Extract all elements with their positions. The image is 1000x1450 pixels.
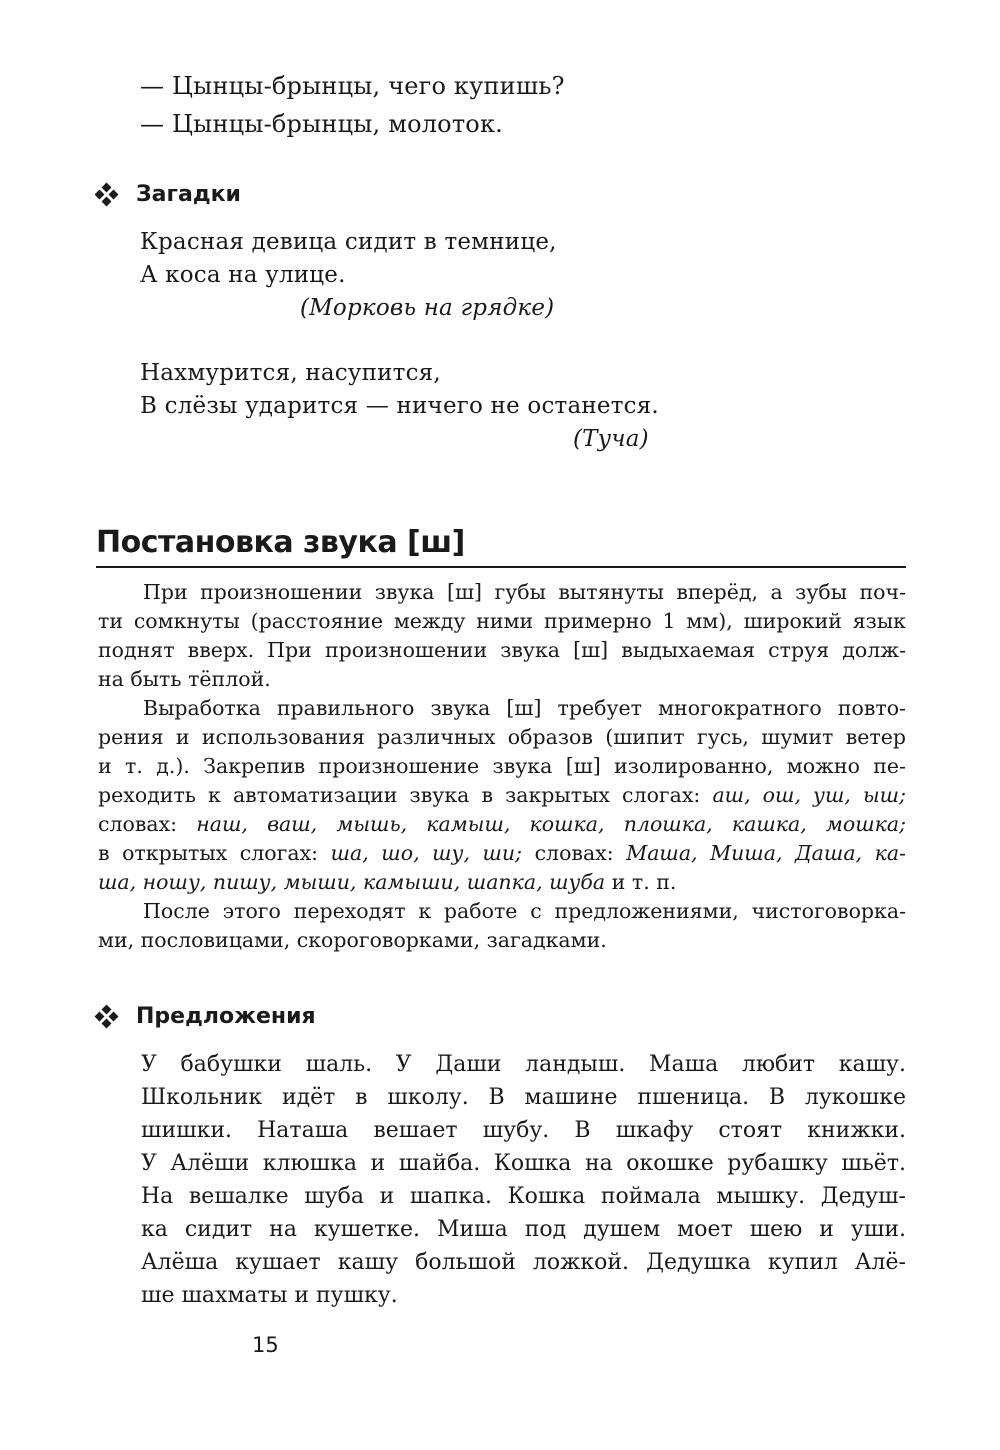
paragraph-line: При произношении звука [ш] губы вытянуты вперёд, а зубы поч-	[143, 580, 906, 604]
paragraph-line: ти сомкнуты (расстояние между ними примерно 1 мм), широкий язык	[98, 609, 906, 633]
sentence-line: ка сидит на кушетке. Миша под душем моет шею и уши.	[141, 1217, 906, 1242]
paragraph-line	[98, 783, 906, 807]
text: реходить к автоматизации звука в закрытых слогах:	[98, 783, 713, 807]
sentence-line: На вешалке шуба и шапка. Кошка поймала мышку. Дедуш-	[141, 1184, 906, 1209]
page-number: 15	[252, 1333, 279, 1357]
riddle-answer: (Морковь на грядке)	[300, 295, 555, 321]
riddles-heading-text: Загадки	[136, 182, 241, 207]
paragraph-line: рения и использования различных образов (шипит гусь, шумит ветер	[98, 725, 906, 749]
example-words: ша, ношу, пишу, мыши, камыши, шапка, шуба	[98, 870, 606, 894]
sentence-line: У бабушки шаль. У Даши ландыш. Маша любит кашу.	[141, 1052, 906, 1077]
paragraph-line	[98, 870, 906, 894]
paragraph-line	[98, 841, 906, 865]
example-words: наш, ваш, мышь, камыш, кошка, плошка, кашка, мошка;	[196, 812, 907, 836]
text: словах:	[522, 841, 627, 865]
dialog-line: — Цынцы-брынцы, молоток.	[140, 110, 503, 138]
example-syllables: ша, шо, шу, ши;	[330, 841, 523, 865]
riddle-line: Нахмурится, насупится,	[140, 360, 441, 386]
example-syllables: аш, ош, уш, ыш;	[712, 783, 906, 807]
sentence-line: ше шахматы и пушку.	[141, 1283, 398, 1308]
paragraph-line: Выработка правильного звука [ш] требует многократного повто-	[143, 696, 906, 720]
sentence-line: У Алёши клюшка и шайба. Кошка на окошке рубашку шьёт.	[141, 1151, 906, 1176]
section-title: Постановка звука [ш]	[96, 525, 465, 560]
text: и т. п.	[605, 870, 677, 894]
riddle-line: А коса на улице.	[140, 262, 346, 288]
riddle-line: В слёзы ударится — ничего не останется.	[140, 393, 659, 419]
paragraph-line: ми, пословицами, скороговорками, загадками.	[98, 928, 607, 952]
sentence-line: Школьник идёт в школу. В машине пшеница. В лукошке	[141, 1085, 906, 1110]
four-diamond-bullet-icon	[96, 1006, 118, 1028]
paragraph-line: После этого переходят к работе с предложениями, чистоговорка-	[143, 899, 906, 923]
sentence-line: Алёша кушает кашу большой ложкой. Дедушка купил Алё-	[141, 1250, 906, 1275]
paragraph-line	[98, 812, 906, 836]
title-rule	[96, 566, 906, 568]
sentence-line: шишки. Наташа вешает шубу. В шкафу стоят книжки.	[141, 1118, 906, 1143]
text: в открытых слогах:	[98, 841, 331, 865]
sentences-heading-text: Предложения	[136, 1004, 316, 1029]
riddle-line: Красная девица сидит в темнице,	[140, 229, 557, 255]
example-words: Маша, Миша, Даша, ка-	[626, 841, 906, 865]
riddles-heading	[96, 182, 241, 207]
paragraph-line: на быть тёплой.	[98, 667, 271, 691]
paragraph-line: и т. д.). Закрепив произношение звука [ш] изолированно, можно пе-	[98, 754, 906, 778]
paragraph-line: поднят вверх. При произношении звука [ш] выдыхаемая струя долж-	[98, 638, 906, 662]
dialog-line: — Цынцы-брынцы, чего купишь?	[140, 72, 565, 100]
riddle-answer: (Туча)	[573, 426, 649, 452]
sentences-heading	[96, 1004, 316, 1029]
four-diamond-bullet-icon	[96, 184, 118, 206]
text: словах:	[98, 812, 197, 836]
